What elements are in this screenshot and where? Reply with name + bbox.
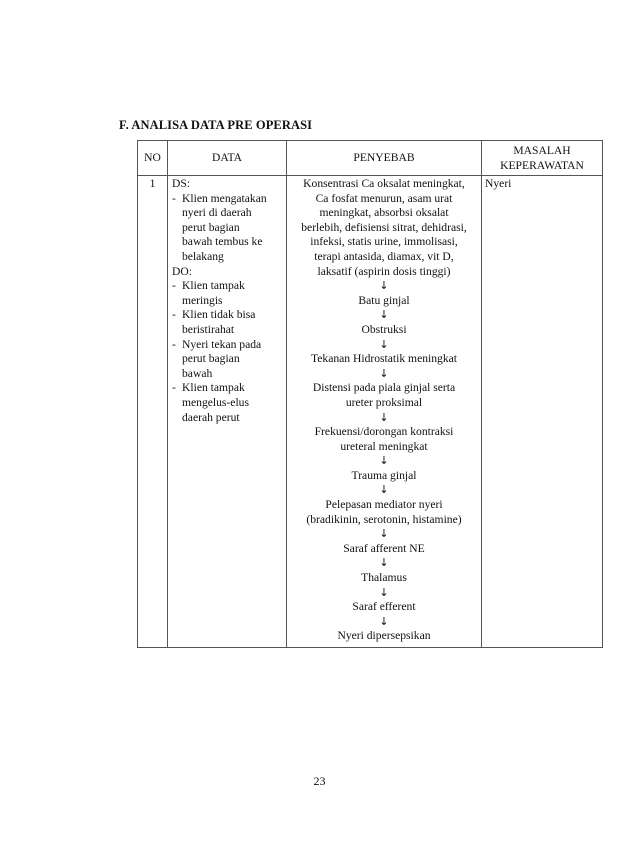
- do-item: [172, 308, 284, 337]
- do-label: DO:: [172, 264, 192, 278]
- cell-penyebab: [287, 176, 482, 648]
- down-arrow-icon: ↓: [379, 308, 389, 322]
- penyebab-step: Trauma ginjal: [351, 468, 417, 482]
- list-dash: -: [172, 279, 176, 293]
- list-dash: -: [172, 308, 176, 322]
- header-masalah-keperawatan: [482, 141, 603, 176]
- down-arrow-icon: ↓: [379, 366, 389, 380]
- do-list: [172, 279, 284, 425]
- ds-item-text: Klien mengatakan nyeri di daerah perut bagian bawah tembus ke belakang: [182, 191, 267, 263]
- header-masalah-line1: MASALAH: [513, 144, 571, 157]
- penyebab-intro-line: infeksi, statis urine, immolisasi,: [310, 235, 458, 249]
- penyebab-step: Tekanan Hidrostatik meningkat: [310, 352, 457, 366]
- penyebab-step: Distensi pada piala ginjal serta: [312, 381, 456, 395]
- penyebab-intro-line: berlebih, defisiensi sitrat, dehidrasi,: [301, 220, 467, 234]
- down-arrow-icon: ↓: [379, 614, 389, 628]
- analisa-data-table: [137, 140, 603, 648]
- header-no: NO: [138, 141, 168, 176]
- page-number: 23: [313, 774, 326, 788]
- penyebab-step: Obstruksi: [361, 322, 407, 336]
- table-header-row: [138, 141, 603, 176]
- down-arrow-icon: ↓: [379, 483, 389, 497]
- cell-masalah-keperawatan: Nyeri: [482, 176, 603, 648]
- list-dash: -: [172, 337, 176, 351]
- table-row: [138, 176, 603, 648]
- list-dash: -: [172, 191, 176, 205]
- penyebab-step: Pelepasan mediator nyeri: [325, 498, 443, 512]
- down-arrow-icon: ↓: [379, 585, 389, 599]
- penyebab-step: (bradikinin, serotonin, histamine): [306, 512, 462, 526]
- ds-item: [172, 192, 284, 265]
- do-item: [172, 279, 284, 308]
- penyebab-step: Frekuensi/dorongan kontraksi: [314, 425, 454, 439]
- header-penyebab: PENYEBAB: [287, 141, 482, 176]
- penyebab-step: Saraf afferent NE: [343, 541, 425, 555]
- penyebab-intro-line: laksatif (aspirin dosis tinggi): [317, 264, 451, 278]
- header-masalah-line2: KEPERAWATAN: [500, 159, 584, 172]
- penyebab-step: Saraf efferent: [352, 600, 416, 614]
- penyebab-chain: [289, 279, 479, 644]
- cell-data: [168, 176, 287, 648]
- penyebab-intro-line: Ca fosfat menurun, asam urat: [315, 191, 453, 205]
- list-dash: -: [172, 381, 176, 395]
- section-heading: F. ANALISA DATA PRE OPERASI: [119, 118, 313, 132]
- down-arrow-icon: ↓: [379, 410, 389, 424]
- do-item-text: Nyeri tekan pada perut bagian bawah: [182, 337, 262, 380]
- penyebab-step: ureteral meningkat: [340, 439, 428, 453]
- down-arrow-icon: ↓: [379, 337, 389, 351]
- do-item: [172, 381, 284, 425]
- down-arrow-icon: ↓: [379, 527, 389, 541]
- do-item-text: Klien tampak mengelus-elus daerah perut: [182, 381, 249, 424]
- do-item: [172, 338, 284, 382]
- header-data: DATA: [168, 141, 287, 176]
- penyebab-intro: [289, 177, 479, 279]
- penyebab-intro-line: terapi antasida, diamax, vit D,: [314, 249, 454, 263]
- ds-label: DS:: [172, 177, 191, 190]
- down-arrow-icon: ↓: [379, 556, 389, 570]
- ds-list: [172, 192, 284, 265]
- penyebab-step: ureter proksimal: [345, 395, 423, 409]
- penyebab-step: Thalamus: [361, 571, 407, 585]
- penyebab-step: Batu ginjal: [358, 293, 410, 307]
- down-arrow-icon: ↓: [379, 279, 389, 293]
- penyebab-step: Nyeri dipersepsikan: [337, 629, 431, 643]
- penyebab-intro-line: Konsentrasi Ca oksalat meningkat,: [303, 177, 465, 190]
- do-item-text: Klien tampak meringis: [182, 279, 245, 307]
- penyebab-intro-line: meningkat, absorbsi oksalat: [319, 206, 449, 220]
- cell-no: 1: [138, 176, 168, 648]
- do-item-text: Klien tidak bisa beristirahat: [182, 308, 256, 336]
- down-arrow-icon: ↓: [379, 454, 389, 468]
